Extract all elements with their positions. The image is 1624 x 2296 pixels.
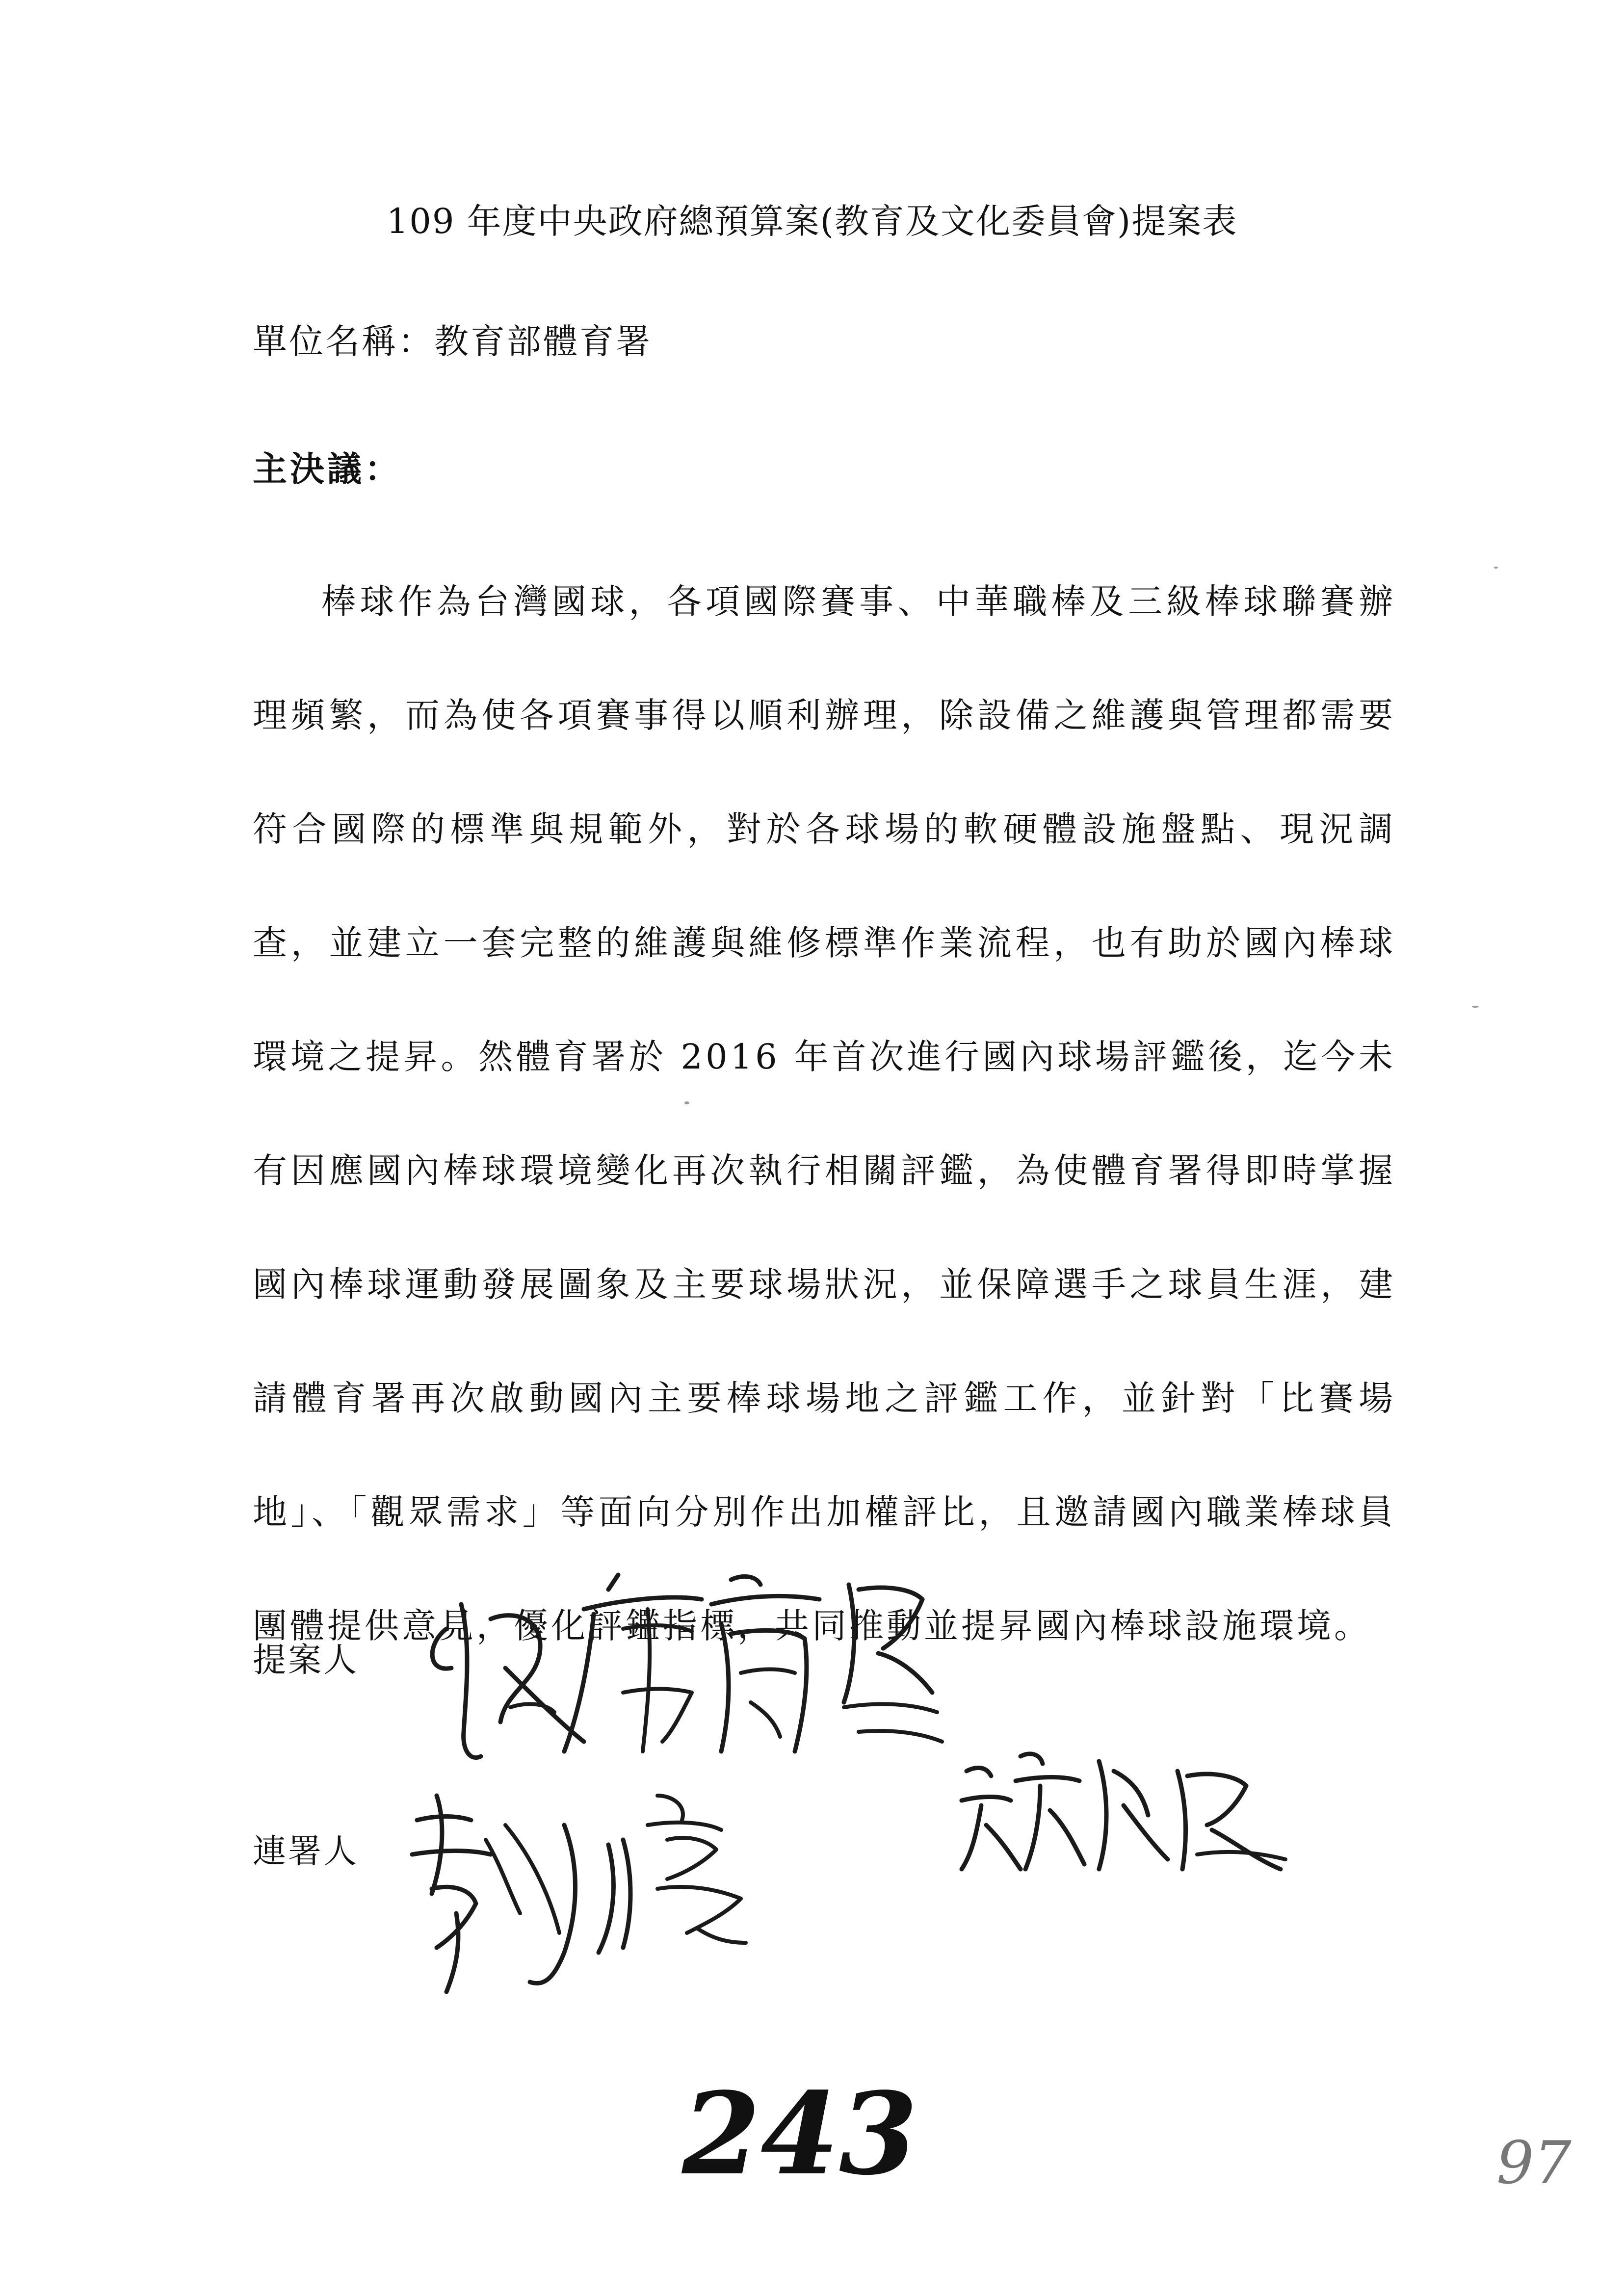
handwritten-page-number bbox=[677, 2070, 932, 2198]
scan-speck bbox=[1472, 1006, 1479, 1008]
scan-speck bbox=[684, 1101, 689, 1104]
scan-speck bbox=[1494, 567, 1498, 569]
document-title: 109 年度中央政府總預算案(教育及文化委員會)提案表 bbox=[386, 201, 1238, 241]
handwritten-page-number-text: 243 bbox=[682, 2070, 918, 2198]
cosigner-signature-2 bbox=[952, 1727, 1295, 1884]
cosigner-signature-1 bbox=[402, 1766, 775, 2002]
proposer-signature bbox=[417, 1545, 957, 1781]
corner-page-mark-text: 97 bbox=[1496, 2129, 1572, 2197]
proposer-label: 提案人 bbox=[253, 1641, 359, 1680]
corner-page-mark bbox=[1492, 2124, 1580, 2208]
unit-name: 單位名稱：教育部體育署 bbox=[253, 321, 652, 362]
resolution-body-text: 棒球作為台灣國球，各項國際賽事、中華職棒及三級棒球聯賽辦理頻繁，而為使各項賽事得以順利辦理，除設備之維護與管理都需要符合國際的標準與規範外，對於各球場的軟硬體設施盤點、現況調查，並建立一套完整的維護與維修標準作業流程，也有助於國內棒球環境之提昇。然體育署於 2016 年首次進行國內球場評鑑後，迄今未有因應國內棒球環境變化再次執行相關評鑑，為使體育署得即時掌握國內棒球運動發展圖象及主要球場狀況，並保障選手之球員生涯，建請體育署再次啟動國內主要棒球場地之評鑑工作，並針對「比賽場地」、「觀眾需求」等面向分別作出加權評比，且邀請國內職業棒球員團體提供意見，優化評鑑指標，共同推動並提昇國內棒球設施環境。 bbox=[253, 581, 1396, 1646]
cosigner-label: 連署人 bbox=[253, 1832, 359, 1871]
main-resolution-label: 主決議： bbox=[253, 448, 402, 489]
